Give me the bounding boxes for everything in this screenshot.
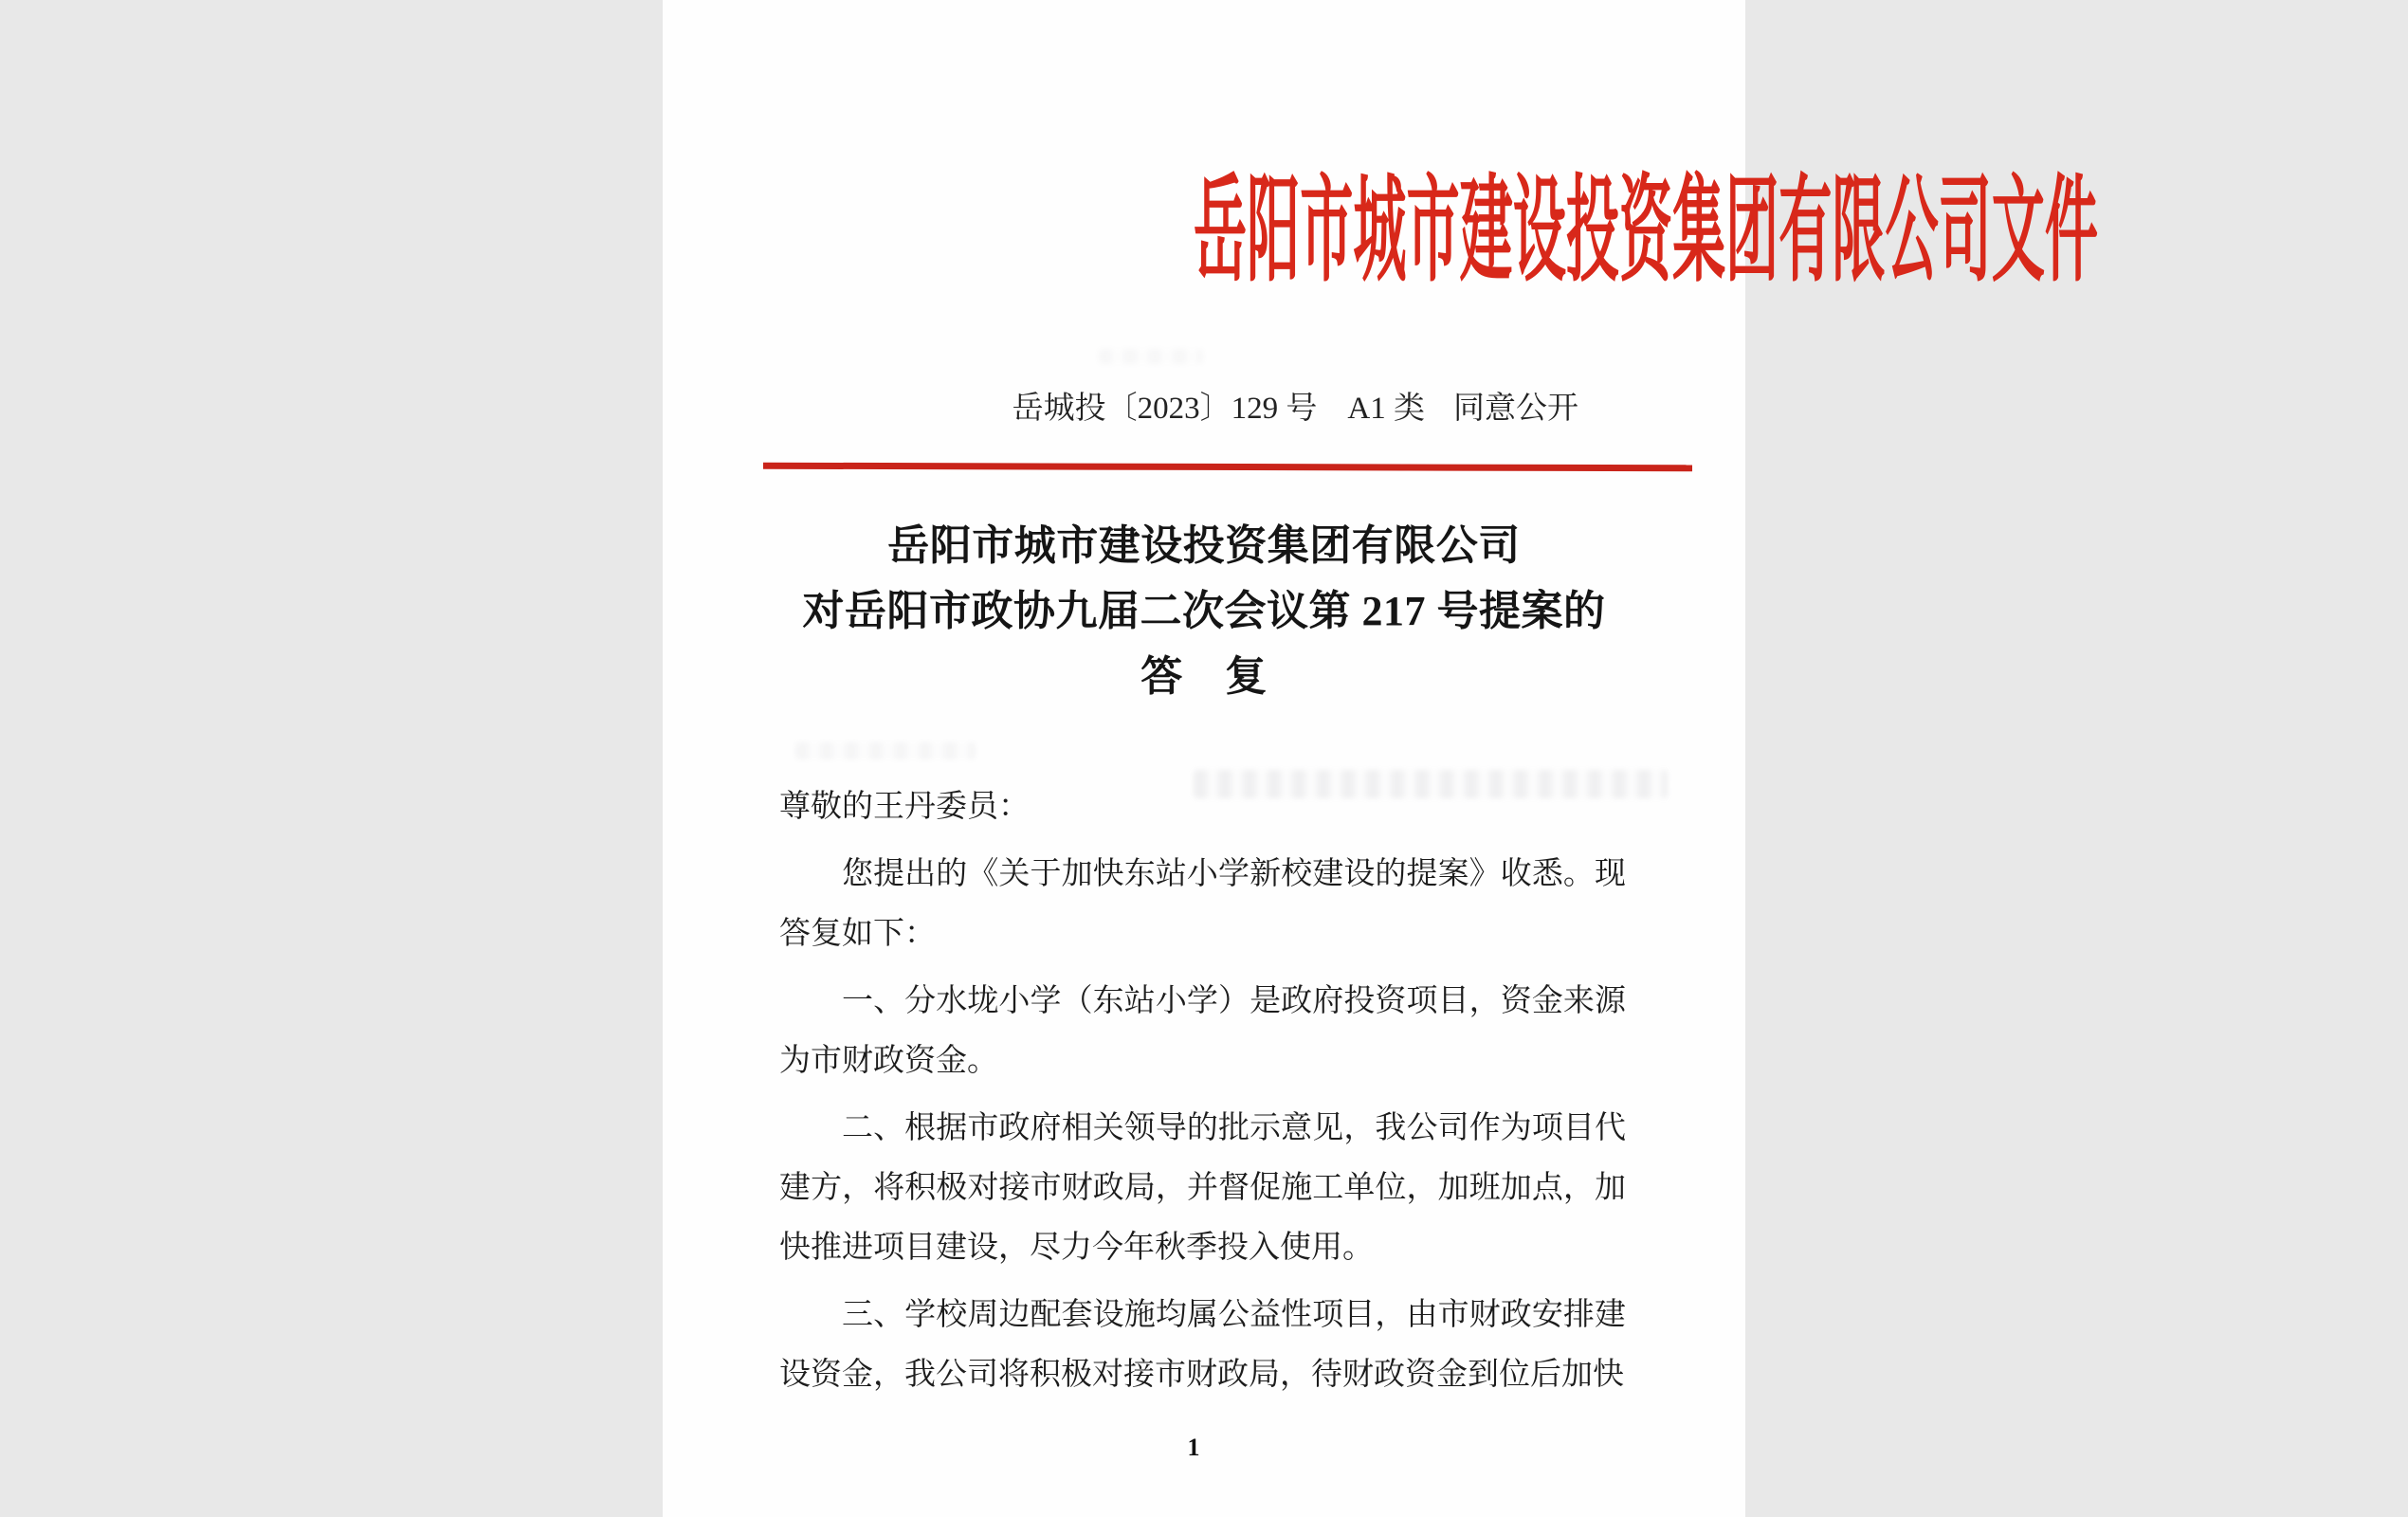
document-title-line-1: 岳阳市城市建设投资集团有限公司 xyxy=(887,522,1521,569)
bleed-through-artifact xyxy=(795,742,976,759)
letterhead-organization-title: 岳阳市城市建设投资集团有限公司文件 xyxy=(1193,168,2099,296)
red-divider-line xyxy=(763,463,1692,472)
disclosure-label: 同意公开 xyxy=(1453,392,1578,426)
body-paragraph: 一、分水垅小学（东站小学）是政府投资项目，资金来源为市财政资金。 xyxy=(779,984,1626,1078)
salutation: 尊敬的王丹委员： xyxy=(779,790,1030,824)
document-reference-row xyxy=(1012,390,1578,428)
page-number: 1 xyxy=(1187,1434,1200,1461)
letterhead xyxy=(663,163,2099,302)
document-title-line-3: 答 复 xyxy=(1140,653,1268,700)
body-paragraph: 您提出的《关于加快东站小学新校建设的提案》收悉。现答复如下： xyxy=(779,857,1626,951)
document-number: 岳城投〔2023〕129 号 xyxy=(1012,392,1318,426)
body-paragraph: 三、学校周边配套设施均属公益性项目，由市财政安排建设资金，我公司将积极对接市财政局，待财政资金到位后加快 xyxy=(779,1298,1626,1392)
letter-body xyxy=(779,777,1626,1413)
bleed-through-artifact xyxy=(1099,349,1203,364)
scanned-document-page xyxy=(663,0,2099,1517)
document-title xyxy=(663,513,1745,709)
body-paragraph: 二、根据市政府相关领导的批示意见，我公司作为项目代建方，将积极对接市财政局，并督促施工单位，加班加点，加快推进项目建设，尽力今年秋季投入使用。 xyxy=(779,1111,1626,1265)
document-title-line-2: 对岳阳市政协九届二次会议第 217 号提案的 xyxy=(802,588,1606,634)
document-classification: A1 类 xyxy=(1347,392,1425,426)
